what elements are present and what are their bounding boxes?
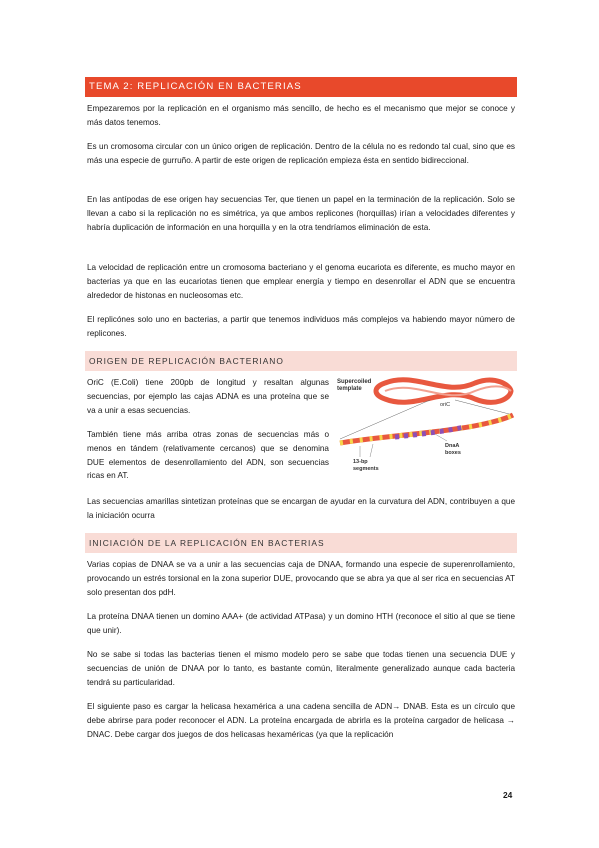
figure-label-supercoiled: Supercoiled template: [337, 379, 372, 392]
paragraph-origin-2: También tiene más arriba otras zonas de secuencias más o menos en tándem (relativamente cercanos) que se denomina DUE elementos de desenrollamiento del ADN, son secuencias ricas en AT.: [87, 430, 329, 481]
section-title: TEMA 2: REPLICACIÓN EN BACTERIAS: [85, 77, 517, 97]
subsection-init-title: INICIACIÓN DE LA REPLICACIÓN EN BACTERIAS: [85, 533, 517, 553]
page-number: 24: [503, 790, 513, 800]
figure-label-13bp: 13-bp segments: [353, 459, 379, 472]
paragraph-intro-4: La velocidad de replicación entre un cromosoma bacteriano y el genoma eucariota es diferente, es mucho mayor en bacterias ya que en las eucariotas tienen que emplear energía y tiempo en desenrollar el ADN que se encuentra alrededor de histonas en nucleosomas etc.: [87, 263, 515, 300]
subsection-origin-title: ORIGEN DE REPLICACIÓN BACTERIANO: [85, 351, 517, 371]
figure-label-oric: oriC: [440, 402, 451, 408]
figure-label-dnaa: DnaA boxes: [445, 443, 461, 456]
paragraph-intro-1: Empezaremos por la replicación en el organismo más sencillo, de hecho es el mecanismo que mejor se conoce y más datos tenemos.: [87, 104, 515, 127]
paragraph-origin-1: OriC (E.Coli) tiene 200pb de longitud y resaltan algunas secuencias, por ejemplo las cajas ADNA es una proteína que se va a unir a esas secuencias.: [87, 378, 329, 415]
supercoiled-dna: [376, 380, 511, 403]
paragraph-intro-2: Es un cromosoma circular con un único origen de replicación. Dentro de la célula no es redondo tal cual, sino que es más una especie de gurruño. A partir de este origen de replicación empieza ésta en sentido bidireccional.: [87, 142, 515, 165]
paragraph-init-3: No se sabe si todas las bacterias tienen el mismo modelo pero se sabe que todas tienen una secuencia DUE y secuencias de unión de DNAA por lo tanto, es bastante común, literalmente generalizado aunque cada bacteria tendrá su particularidad.: [87, 650, 515, 687]
oric-figure: [335, 373, 515, 488]
paragraph-init-4: El siguiente paso es cargar la helicasa hexamérica a una cadena sencilla de ADN→ DNAB. Esta es un círculo que debe abrirse para poder reconocer el ADN. La proteína encargada de abrirla es la proteína cargador de helicasa → DNAC. Debe cargar dos juegos de dos helicasas hexaméricas (ya que la replicación: [87, 702, 515, 739]
paragraph-init-1: Varias copias de DNAA se va a unir a las secuencias caja de DNAA, formando una especie de superenrollamiento, provocando un estrés torsional en la zona superior DUE, provocando que se abra ya que al ser rica en secuencias AT solo presentan dos pdH.: [87, 560, 515, 597]
paragraph-init-2: La proteína DNAA tienen un domino AAA+ (de actividad ATPasa) y un domino HTH (reconoce el sitio al que se tiene que unir).: [87, 612, 515, 635]
paragraph-intro-3: En las antípodas de ese origen hay secuencias Ter, que tienen un papel en la terminación de la replicación. Solo se llevan a cabo si la replicación no es simétrica, ya que ambos replicones (horquillas) irían a velocidades diferentes y habría duplicación de información en una horquilla y en la otra tendríamos eliminación de esta.: [87, 195, 515, 232]
paragraph-origin-3: Las secuencias amarillas sintetizan proteínas que se encargan de ayudar en la curvatura del ADN, contribuyen a que la iniciación ocurra: [87, 497, 515, 520]
paragraph-intro-5: El replicónes solo uno en bacterias, a partir que tenemos individuos más complejos va habiendo mayor número de replicones.: [87, 315, 515, 338]
